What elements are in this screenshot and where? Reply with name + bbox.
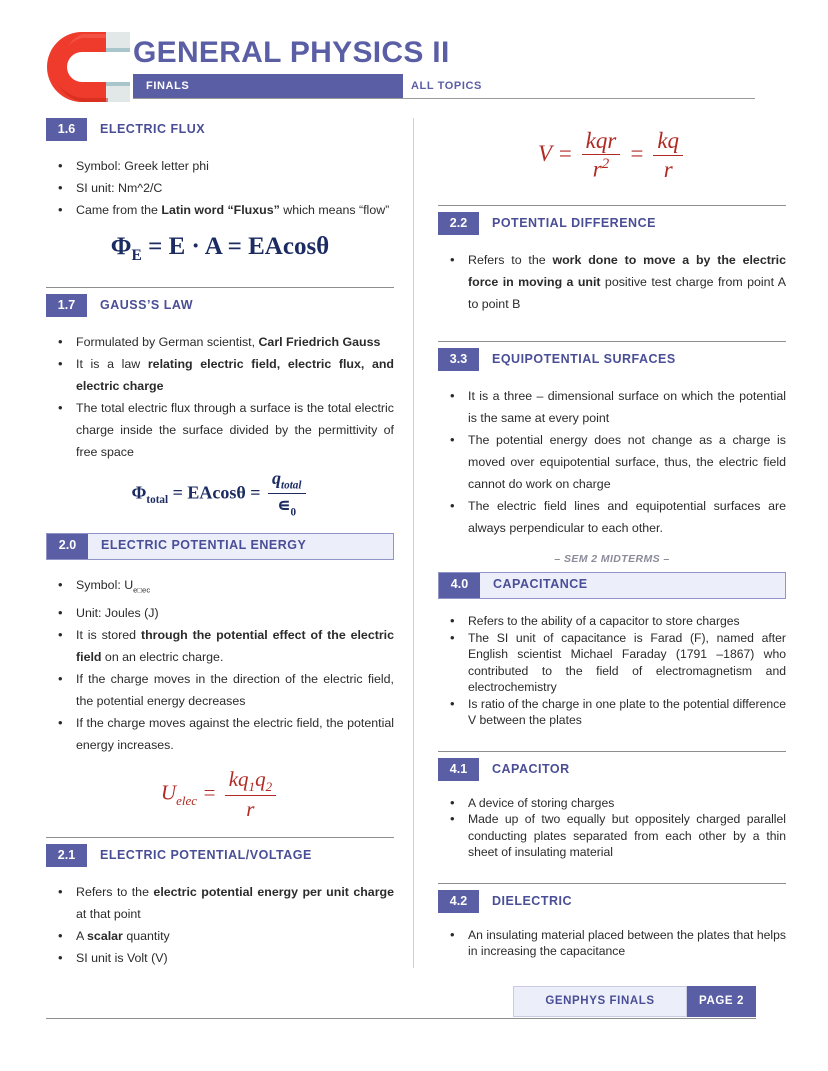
right-column — [438, 118, 786, 960]
left-column — [46, 118, 394, 969]
page-footer — [513, 986, 756, 1017]
list-item: • Is ratio of the charge in one plate to the potential difference V between the plates — [438, 696, 786, 729]
formula-potential-energy: $U_{elec}$ = $\frac{kq_1q_2}{r}$ — [46, 768, 394, 822]
page-header — [0, 0, 828, 104]
bullet-list — [438, 385, 786, 539]
page-title: GENERAL PHYSICS II — [133, 36, 450, 69]
footer-label: GENPHYS FINALS — [513, 986, 687, 1017]
section-title: ELECTRIC FLUX — [100, 122, 206, 136]
list-item: • The total electric flux through a surface is the total electric charge inside the surface divided by the permittivity of free space — [46, 397, 394, 463]
bullet-list — [438, 927, 786, 960]
section-electric-flux — [46, 118, 394, 265]
list-item: • SI unit: Nm^2/C — [46, 177, 394, 199]
section-potential-difference — [438, 205, 786, 315]
section-number: 2.1 — [46, 844, 87, 867]
section-capacitor — [438, 751, 786, 861]
header-tabs — [133, 74, 755, 98]
section-number: 1.6 — [46, 118, 87, 141]
list-item: • A scalar quantity — [46, 925, 394, 947]
section-electric-potential-voltage — [46, 837, 394, 969]
list-item: • A device of storing charges — [438, 795, 786, 812]
list-item: • The potential energy does not change as a charge is moved over equipotential surface, thus, the electric field cannot do work on charge — [438, 429, 786, 495]
list-item: • Came from the Latin word “Fluxus” which means “flow” — [46, 199, 394, 221]
section-number: 3.3 — [438, 348, 479, 371]
bullet-list — [438, 795, 786, 861]
footer-divider — [46, 1018, 756, 1019]
bullet-list — [46, 881, 394, 969]
tab-finals[interactable]: FINALS — [133, 74, 403, 98]
list-item: • Refers to the electric potential energy per unit charge at that point — [46, 881, 394, 925]
tab-all-topics[interactable]: ALL TOPICS — [411, 80, 482, 92]
section-rule — [438, 205, 786, 206]
list-item: • The electric field lines and equipotential surfaces are always perpendicular to each other. — [438, 495, 786, 539]
section-header — [46, 844, 394, 867]
section-capacitance — [438, 572, 786, 729]
list-item: • Made up of two equally but oppositely charged parallel conducting plates separated from each other by a thin sheet of insulating material — [438, 811, 786, 861]
section-header — [46, 533, 394, 560]
list-item: • The SI unit of capacitance is Farad (F), named after English scientist Michael Faraday (1791 –1867) who contributed to the field of electromagnetism and electrochemistry — [438, 630, 786, 696]
section-rule — [438, 751, 786, 752]
section-dielectric — [438, 883, 786, 960]
section-header — [438, 890, 786, 913]
section-number: 2.2 — [438, 212, 479, 235]
section-number: 2.0 — [47, 534, 88, 559]
list-item: • Refers to the ability of a capacitor to store charges — [438, 613, 786, 630]
formula-gauss-law: $\Phi_{total} = EAcos\theta$ = $\frac{q_{total}}{∊_0}$ — [46, 469, 394, 519]
list-item: • It is a law relating electric field, electric flux, and electric charge — [46, 353, 394, 397]
footer-page-number: PAGE 2 — [687, 986, 756, 1017]
section-title: EQUIPOTENTIAL SURFACES — [492, 352, 676, 367]
section-rule — [46, 837, 394, 838]
list-item: • Formulated by German scientist, Carl Friedrich Gauss — [46, 331, 394, 353]
section-rule — [46, 287, 394, 288]
section-number: 4.2 — [438, 890, 479, 913]
list-item: • If the charge moves in the direction of the electric field, the potential energy decreases — [46, 668, 394, 712]
formula-potential-v: V = $\frac{\text{kqr}}{r^2}$ = $\frac{kq}{r}$ — [438, 128, 786, 183]
sem-divider-note: – SEM 2 MIDTERMS – — [554, 553, 670, 566]
list-item: • An insulating material placed between the plates that helps in increasing the capacitance — [438, 927, 786, 960]
section-rule — [438, 883, 786, 884]
section-header — [46, 294, 394, 317]
section-rule — [438, 341, 786, 342]
list-item: • Unit: Joules (J) — [46, 602, 394, 624]
bullet-list — [46, 574, 394, 755]
section-title: CAPACITOR — [492, 761, 570, 776]
section-header — [438, 572, 786, 599]
section-title: POTENTIAL DIFFERENCE — [492, 216, 656, 231]
section-header — [46, 118, 394, 141]
section-title: ELECTRIC POTENTIAL/VOLTAGE — [100, 848, 312, 863]
section-title: GAUSS’S LAW — [100, 298, 194, 312]
section-header — [438, 758, 786, 781]
bullet-list — [46, 155, 394, 221]
section-header — [438, 212, 786, 235]
list-item: • It is a three – dimensional surface on which the potential is the same at every point — [438, 385, 786, 429]
section-title: CAPACITANCE — [493, 577, 588, 592]
list-item: • If the charge moves against the electric field, the potential energy increases. — [46, 712, 394, 756]
list-item: • It is stored through the potential effect of the electric field on an electric charge. — [46, 624, 394, 668]
section-gausss-law — [46, 287, 394, 519]
bullet-list — [438, 613, 786, 729]
list-item: • Symbol: Greek letter phi — [46, 155, 394, 177]
section-electric-potential-energy — [46, 533, 394, 821]
list-item: • Refers to the work done to move a by the electric force in moving a unit positive test charge from point A to point B — [438, 249, 786, 315]
section-number: 4.0 — [439, 573, 480, 598]
section-title: ELECTRIC POTENTIAL ENERGY — [101, 538, 307, 553]
header-divider — [133, 98, 755, 99]
list-item: • Symbol: $U_{e□ec}$ — [46, 574, 394, 601]
bullet-list — [438, 249, 786, 315]
horseshoe-magnet-icon — [38, 26, 134, 108]
section-number: 4.1 — [438, 758, 479, 781]
section-number: 1.7 — [46, 294, 87, 317]
section-title: DIELECTRIC — [492, 893, 572, 908]
list-item: • SI unit is Volt (V) — [46, 947, 394, 969]
formula-electric-flux: $\Phi_E = E \cdot A = EAcos\theta$ — [110, 233, 330, 264]
section-header — [438, 348, 786, 371]
section-equipotential-surfaces — [438, 341, 786, 539]
column-divider — [413, 118, 414, 968]
bullet-list — [46, 331, 394, 463]
